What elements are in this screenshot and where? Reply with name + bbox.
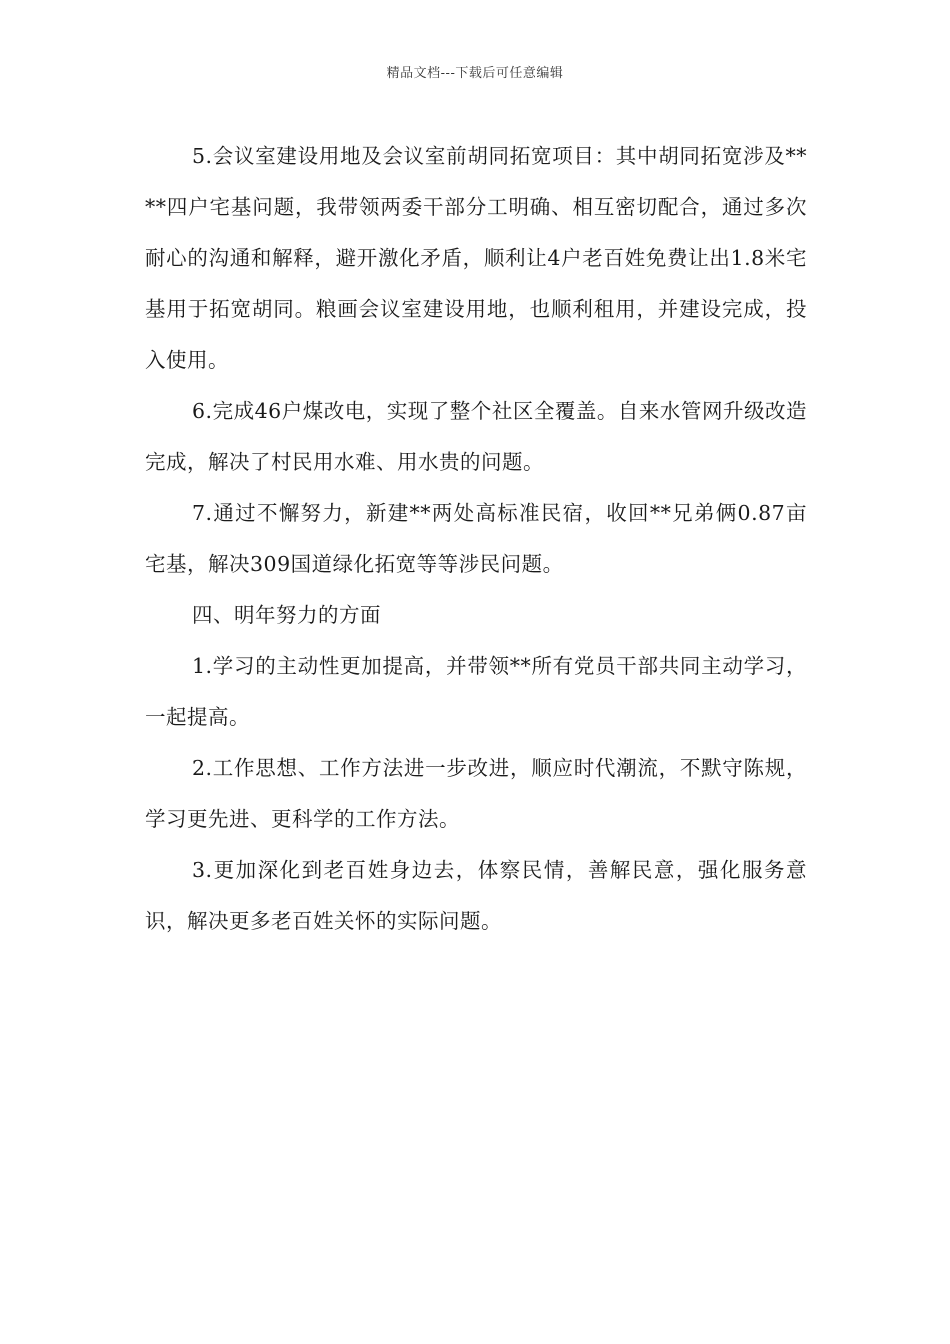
- plan-item-3: 3.更加深化到老百姓身边去，体察民情，善解民意，强化服务意识，解决更多老百姓关怀的实际问题。: [145, 858, 807, 933]
- paragraph-item-7: 7.通过不懈努力，新建**两处高标准民宿，收回**兄弟俩0.87亩宅基，解决309国道绿化拓宽等等涉民问题。: [145, 501, 807, 576]
- document-body: [145, 131, 807, 947]
- plan-item-2: 2.工作思想、工作方法进一步改进，顺应时代潮流，不默守陈规，学习更先进、更科学的工作方法。: [145, 756, 807, 831]
- section-heading: 四、明年努力的方面: [192, 603, 381, 627]
- paragraph-item-6: 6.完成46户煤改电，实现了整个社区全覆盖。自来水管网升级改造完成，解决了村民用水难、用水贵的问题。: [145, 399, 807, 474]
- plan-item-1: 1.学习的主动性更加提高，并带领**所有党员干部共同主动学习，一起提高。: [145, 654, 807, 729]
- paragraph-item-5: 5.会议室建设用地及会议室前胡同拓宽项目：其中胡同拓宽涉及****四户宅基问题，我带领两委干部分工明确、相互密切配合，通过多次耐心的沟通和解释，避开激化矛盾，顺利让4户老百姓免费让出1.8米宅基用于拓宽胡同。粮画会议室建设用地，也顺利租用，并建设完成，投入使用。: [145, 144, 807, 372]
- page-header: 精品文档---下载后可任意编辑: [386, 66, 564, 81]
